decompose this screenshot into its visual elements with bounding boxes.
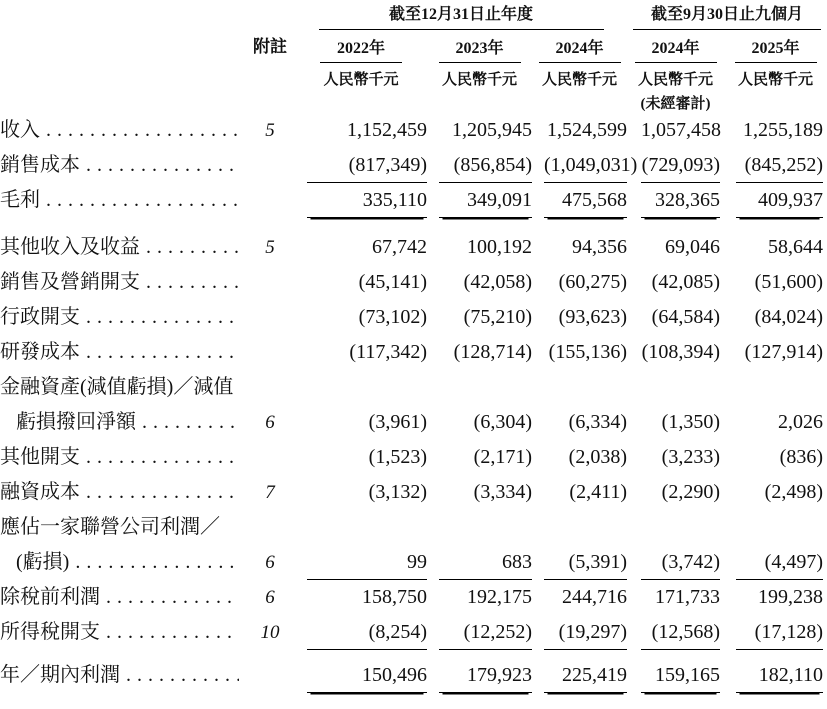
row-label: 銷售及營銷開支 (0, 271, 140, 293)
note-ref: 10 (260, 622, 280, 643)
value-cell: (3,961) (368, 411, 427, 433)
table-row-rd-costs (0, 335, 827, 370)
value-cell: (42,058) (463, 271, 532, 293)
value-cell: 199,238 (758, 586, 823, 608)
dot-leader (100, 615, 239, 650)
value-cell: 69,046 (665, 236, 720, 258)
value-cell: 2,026 (778, 411, 823, 433)
value-cell: 94,356 (572, 236, 627, 258)
value-cell: (51,600) (754, 271, 823, 293)
table-row-other-income (0, 218, 827, 265)
value-cell: 159,165 (641, 658, 720, 693)
value-cell: (1,523) (368, 446, 427, 468)
unaudited-row (0, 91, 827, 113)
table-header (0, 0, 827, 113)
value-cell: (6,334) (568, 411, 627, 433)
row-label: 毛利 (0, 189, 40, 211)
currency-unit: 人民幣千元 (637, 72, 713, 88)
dot-leader (80, 335, 239, 370)
dot-leader (40, 113, 239, 148)
value-cell: (42,085) (651, 271, 720, 293)
year-header-2022: 2022年 (320, 35, 402, 63)
value-cell: 225,419 (544, 658, 627, 693)
value-cell: 1,255,189 (743, 119, 823, 141)
row-label: 研發成本 (0, 341, 80, 363)
value-cell: (19,297) (544, 615, 627, 650)
period-group-annual-title: 截至12月31日止年度 (388, 6, 533, 23)
dot-leader (80, 440, 239, 475)
note-ref (245, 183, 295, 218)
row-label: 收入 (0, 119, 40, 141)
value-cell: (3,742) (641, 545, 720, 580)
value-cell: 409,937 (736, 183, 823, 218)
value-cell: (75,210) (463, 306, 532, 328)
table-row-profit-for-period (0, 650, 827, 693)
value-cell: (836) (779, 446, 823, 468)
note-ref: 6 (265, 412, 275, 433)
year-header-row (0, 30, 827, 63)
value-cell: (2,171) (473, 446, 532, 468)
note-ref: 6 (265, 552, 275, 573)
currency-unit: 人民幣千元 (323, 72, 399, 88)
value-cell: 683 (439, 545, 532, 580)
note-ref: 6 (265, 587, 275, 608)
value-cell: (2,290) (661, 481, 720, 503)
year-header-2023: 2023年 (439, 35, 521, 63)
value-cell: 100,192 (467, 236, 532, 258)
value-cell: 58,644 (768, 236, 823, 258)
dot-leader (40, 183, 239, 218)
value-cell: 182,110 (736, 658, 823, 693)
row-label-line2: (虧損) (16, 551, 70, 573)
row-label: 年／期內利潤 (0, 664, 120, 686)
currency-unit: 人民幣千元 (737, 72, 813, 88)
dot-leader (69, 545, 239, 580)
currency-unit: 人民幣千元 (541, 72, 617, 88)
row-label-line1: 應佔一家聯營公司利潤／ (0, 516, 220, 538)
dot-leader (80, 475, 239, 510)
value-cell: 328,365 (641, 183, 720, 218)
value-cell: 1,205,945 (452, 119, 532, 141)
row-label: 其他開支 (0, 446, 80, 468)
value-cell: 335,110 (307, 183, 427, 218)
value-cell: (6,304) (473, 411, 532, 433)
value-cell: (5,391) (544, 545, 627, 580)
note-ref (245, 148, 295, 183)
value-cell: 1,152,459 (347, 119, 427, 141)
note-ref: 7 (265, 482, 275, 503)
note-ref: 5 (265, 120, 275, 141)
currency-unit-row (0, 63, 827, 91)
value-cell: (108,394) (641, 341, 720, 363)
note-ref (245, 658, 295, 693)
value-cell: (93,623) (558, 306, 627, 328)
row-label: 融資成本 (0, 481, 80, 503)
value-cell: 150,496 (307, 658, 427, 693)
period-group-ninemonth-title: 截至9月30日止九個月 (650, 6, 803, 23)
row-label: 行政開支 (0, 306, 80, 328)
value-cell: (2,038) (568, 446, 627, 468)
table-row-admin-expenses (0, 300, 827, 335)
value-cell: (64,584) (651, 306, 720, 328)
year-header-2024-9m: 2024年 (635, 35, 717, 63)
value-cell: (60,275) (558, 271, 627, 293)
value-cell: (3,132) (368, 481, 427, 503)
value-cell: (3,334) (473, 481, 532, 503)
currency-unit: 人民幣千元 (441, 72, 517, 88)
row-label: 其他收入及收益 (0, 236, 140, 258)
year-header-2025-9m: 2025年 (735, 35, 817, 63)
table-row-profit-before-tax (0, 580, 827, 615)
value-cell: 158,750 (362, 586, 427, 608)
value-cell: 244,716 (562, 586, 627, 608)
value-cell: (8,254) (307, 615, 427, 650)
note-ref (245, 335, 295, 370)
value-cell: (128,714) (453, 341, 532, 363)
note-ref (245, 265, 295, 300)
table-row-other-expenses (0, 440, 827, 475)
value-cell: 179,923 (439, 658, 532, 693)
value-cell: 171,733 (655, 586, 720, 608)
value-cell: (45,141) (358, 271, 427, 293)
value-cell: 475,568 (544, 183, 627, 218)
period-group-row (0, 0, 827, 30)
dot-leader (120, 658, 239, 693)
value-cell: (127,914) (744, 341, 823, 363)
value-cell: 192,175 (467, 586, 532, 608)
note-column-header: 附註 (253, 37, 287, 56)
value-cell: 349,091 (439, 183, 532, 218)
note-ref (245, 440, 295, 475)
value-cell: (817,349) (307, 148, 427, 183)
value-cell: 99 (307, 545, 427, 580)
table-row-cost-of-sales (0, 148, 827, 183)
table-row-revenue (0, 113, 827, 148)
dot-leader (140, 265, 239, 300)
dot-leader (100, 580, 239, 615)
row-label: 除稅前利潤 (0, 586, 100, 608)
value-cell: (155,136) (548, 341, 627, 363)
value-cell: (4,497) (736, 545, 823, 580)
value-cell: (12,568) (641, 615, 720, 650)
value-cell: 1,524,599 (547, 119, 627, 141)
value-cell: (73,102) (358, 306, 427, 328)
table-row-gross-profit (0, 183, 827, 218)
row-label-line1: 金融資產(減值虧損)／減值 (0, 376, 234, 398)
value-cell: (2,411) (569, 481, 627, 503)
row-label-line2: 虧損撥回淨額 (16, 411, 136, 433)
value-cell: (1,049,031) (544, 148, 627, 183)
table-body (0, 113, 827, 693)
table-row-finance-costs (0, 475, 827, 510)
value-cell: (84,024) (754, 306, 823, 328)
value-cell: (729,093) (641, 148, 720, 183)
value-cell: 1,057,458 (641, 119, 721, 141)
unaudited-label: (未經審計) (640, 96, 711, 112)
value-cell: (3,233) (661, 446, 720, 468)
dot-leader (140, 230, 239, 265)
table-row-impairment (0, 370, 827, 440)
row-label: 所得稅開支 (0, 621, 100, 643)
dot-leader (80, 300, 239, 335)
period-group-ninemonth (633, 1, 821, 30)
value-cell: (12,252) (439, 615, 532, 650)
value-cell: (2,498) (764, 481, 823, 503)
value-cell: 67,742 (372, 236, 427, 258)
note-ref: 5 (265, 237, 275, 258)
table-row-selling-expenses (0, 265, 827, 300)
dot-leader (80, 148, 239, 183)
value-cell: (17,128) (736, 615, 823, 650)
table-row-share-of-associate (0, 510, 827, 580)
note-ref (245, 300, 295, 335)
year-header-2024: 2024年 (539, 35, 621, 63)
value-cell: (856,854) (439, 148, 532, 183)
table-row-income-tax (0, 615, 827, 650)
value-cell: (845,252) (736, 148, 823, 183)
period-group-annual (319, 1, 604, 30)
row-label: 銷售成本 (0, 154, 80, 176)
dot-leader (136, 405, 239, 440)
value-cell: (117,342) (349, 341, 427, 363)
value-cell: (1,350) (661, 411, 720, 433)
